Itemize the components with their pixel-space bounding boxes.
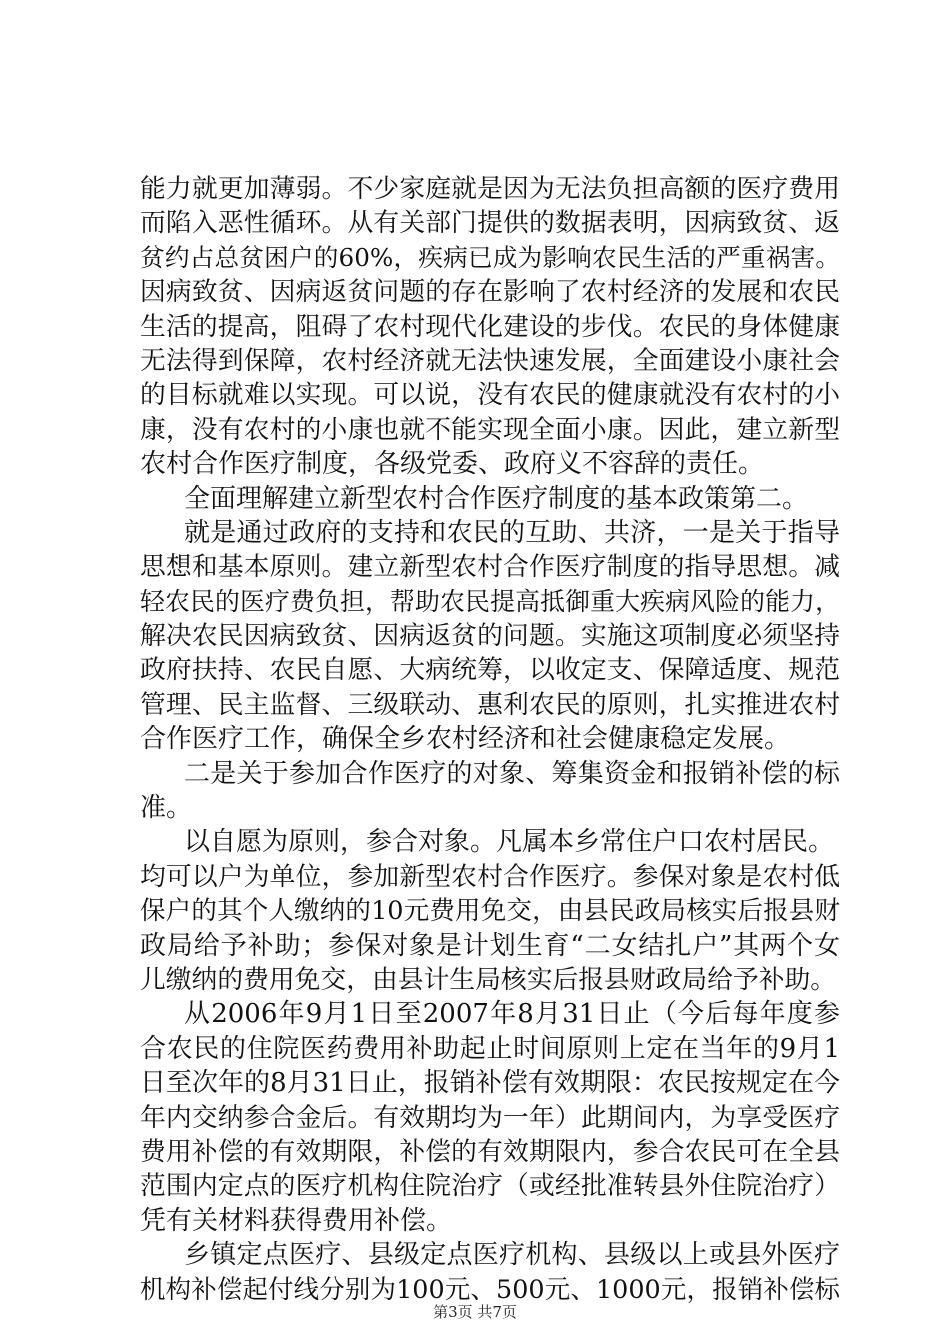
text-line: 费用补偿的有效期限，补偿的有效期限内，参合农民可在全县 (140, 1136, 840, 1167)
text-line: 生活的提高，阻碍了农村现代化建设的步伐。农民的身体健康 (140, 311, 840, 342)
text-line: 范围内定点的医疗机构住院治疗（或经批准转县外住院治疗） (140, 1171, 840, 1202)
text-line: 机构补偿起付线分别为100元、500元、1000元，报销补偿标 (140, 1274, 840, 1305)
text-line: 年内交纳参合金后。有效期均为一年）此期间内，为享受医疗 (140, 1102, 840, 1133)
text-line: 的目标就难以实现。可以说，没有农民的健康就没有农村的小 (140, 380, 840, 411)
text-line: 农村合作医疗制度，各级党委、政府义不容辞的责任。 (140, 449, 765, 480)
paragraph-first-line: 全面理解建立新型农村合作医疗制度的基本政策第二。 (184, 483, 809, 514)
text-line: 解决农民因病致贫、因病返贫的问题。实施这项制度必须坚持 (140, 621, 840, 652)
text-line: 康，没有农村的小康也就不能实现全面小康。因此，建立新型 (140, 414, 840, 445)
paragraph-first-line: 二是关于参加合作医疗的对象、筹集资金和报销补偿的标 (184, 758, 840, 789)
text-line: 思想和基本原则。建立新型农村合作医疗制度的指导思想。减 (140, 552, 840, 583)
text-line: 保户的其个人缴纳的10元费用免交，由县民政局核实后报县财 (140, 896, 840, 927)
text-line: 日至次年的8月31日止，报销补偿有效期限：农民按规定在今 (140, 1068, 840, 1099)
text-line: 儿缴纳的费用免交，由县计生局核实后报县财政局给予补助。 (140, 964, 837, 995)
text-line: 合农民的住院医药费用补助起止时间原则上定在当年的9月1 (140, 1033, 840, 1064)
text-line: 凭有关材料获得费用补偿。 (140, 1205, 453, 1236)
text-line: 政府扶持、农民自愿、大病统筹，以收定支、保障适度、规范 (140, 655, 840, 686)
text-line: 均可以户为单位，参加新型农村合作医疗。参保对象是农村低 (140, 861, 840, 892)
text-line: 政局给予补助；参保对象是计划生育“二女结扎户”其两个女 (140, 930, 840, 961)
text-line: 因病致贫、因病返贫问题的存在影响了农村经济的发展和农民 (140, 277, 840, 308)
text-line: 而陷入恶性循环。从有关部门提供的数据表明，因病致贫、返 (140, 208, 840, 239)
document-body (140, 172, 840, 1307)
text-line: 合作医疗工作，确保全乡农村经济和社会健康稳定发展。 (140, 724, 791, 755)
text-line: 无法得到保障，农村经济就无法快速发展，全面建设小康社会 (140, 345, 840, 376)
paragraph-first-line: 从2006年9月1日至2007年8月31日止（今后每年度参 (184, 999, 840, 1030)
text-line: 能力就更加薄弱。不少家庭就是因为无法负担高额的医疗费用 (140, 174, 840, 204)
text-line: 贫约占总贫困户的60%，疾病已成为影响农民生活的严重祸害。 (140, 242, 840, 272)
text-line: 轻农民的医疗费负担，帮助农民提高抵御重大疾病风险的能力， (140, 586, 840, 616)
text-line: 管理、民主监督、三级联动、惠利农民的原则，扎实推进农村 (140, 689, 840, 720)
paragraph-first-line: 乡镇定点医疗、县级定点医疗机构、县级以上或县外医疗 (184, 1240, 840, 1271)
page-number-footer: 第3页 共7页 (433, 1303, 517, 1321)
paragraph-first-line: 以自愿为原则，参合对象。凡属本乡常住户口农村居民。 (184, 827, 835, 858)
text-line: 准。 (140, 793, 193, 824)
paragraph-first-line: 就是通过政府的支持和农民的互助、共济，一是关于指导 (184, 517, 840, 548)
